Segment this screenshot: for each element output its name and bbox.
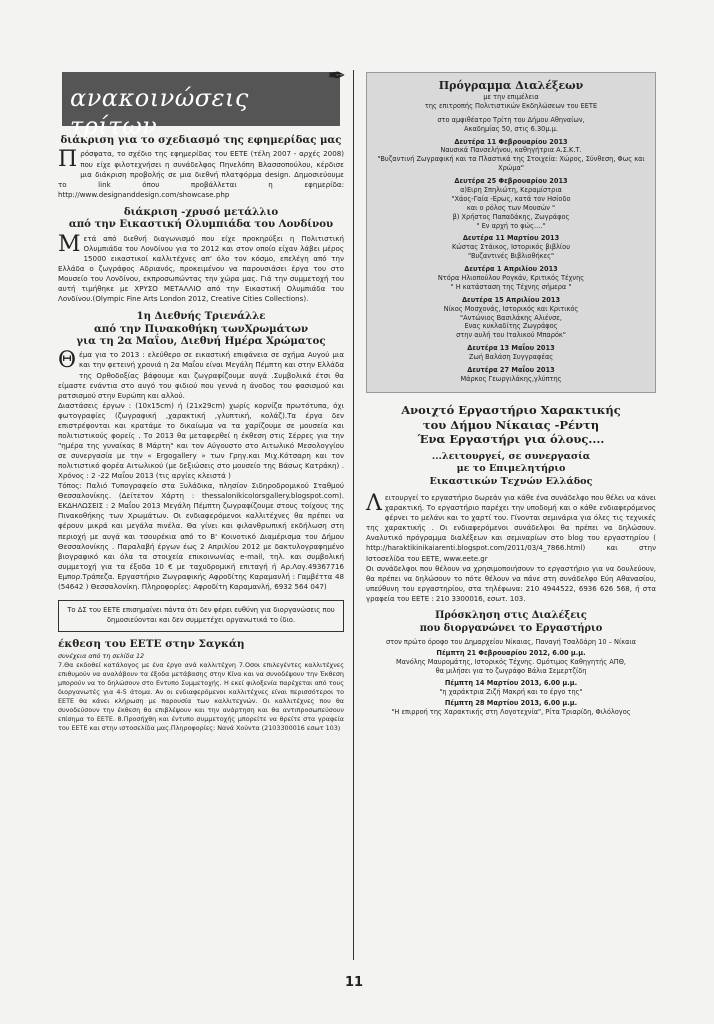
program-sub1: με την επιμέλεια: [483, 93, 539, 101]
workshop-body-2: Οι συνάδελφοι που θέλουν να χρησιμοποιήσουν το εργαστήριο για να δουλεύουν, θα πρέπει να δηλώσουν το πότε θέλουν να πάνε στη συνάδελφο Εύη Αθανασίου, υπεύθυνη του εργαστηρίου, στα τηλέφωνα: 210 4944522, 6936 626 568, ή στα γραφεία του ΕΕΤΕ : 210 3300016, εσωτ. 103.: [366, 564, 656, 604]
sec4-body: 7.Θα εκδοθεί κατάλογος με ένα έργο ανά καλλιτέχνη 7.Οσοι επιλεγέντες καλλιτέχνες επιθυμούν να αναλάβουν τα έξοδα μετάβασης στην Κίνα και να συνοδέψουν την Έκθεση μπορούν να το δηλώσουν στο Εντυπο Συμμετοχής. Η εκεί φιλοξενία παρέχεται από τους διοργανωτές για 4-5 άτομα. Αν οι ενδιαφερόμενοι καλλιτέχνες είναι περισσότεροι το ΕΕΤΕ θα κάνει κλήρωση με παρουσία των καλλιτεχνών. Οι καλλιτέχνες που θα συνοδεύσουν την έκθεση θα επιβλέψουν και την ανάρτηση και θα αντιπροσωπεύσουν επίσημα το ΕΕΤΕ. 8.Προσήχθη και έντυπο συμμετοχής μπορείτε να θρείτε στα γραφεία του ΕΕΤΕ και στην ιστοσελίδα μας.Πληροφορίες: Νανά Χούντα (2103300016 εσωτ 103): [58, 660, 344, 733]
section-banner: [62, 64, 346, 140]
program-entry-line: Ενας κυκλαδίτης Ζωγράφος: [464, 322, 558, 331]
workshop-subtitle: ...λειτουργεί, σε συνεργασία με το Επιμελητήριο Εικαστικών Τεχνών Ελλάδος: [429, 450, 593, 487]
program-entry-line: α)Ειρη Σπηλιώτη, Κεραμίστρια: [460, 186, 562, 195]
invitation-entry-date: Πέμπτη 14 Μαρτίου 2013, 6.00 μ.μ.: [444, 678, 578, 687]
program-entry-line: "Βυζαντινές Βιβλιοθήκες": [467, 252, 555, 261]
program-entry-date: Δευτέρα 13 Μαΐου 2013: [467, 344, 555, 353]
program-entry-date: Δευτέρα 11 Μαρτίου 2013: [462, 234, 560, 243]
invitation-entries: [366, 649, 656, 718]
invitation-place: στον πρώτο όροφο του Δημαρχείου Νίκαιας, Παναγή Τσαλδάρη 10 – Νίκαια: [385, 637, 637, 646]
sec2-body: Μετά από διεθνή διαγωνισμό που είχε προκηρύξει η Πολιτιστική Ολυμπιάδα του Λονδίνου για το 2012 και στον οποίο είχαν λάβει μέρος 15000 εικαστικοί καλλιτέχνες απ' όλο τον κόσμο, επελέγη από την Ελλάδα ο ζωγράφος Αδριανός, προκειμένου να παρουσιάσει έργα του στο Μουσείο του Λονδίνου, εκπροσωπώντας την χώρα μας. Γιά την συμμετοχή του αυτή τιμήθηκε με ΧΡΥΣΟ ΜΕΤΑΛΛΙΟ από την Εικαστική Ολυμπιάδα του Λονδίνου.(Olympic Fine Arts London 2012, Creative Cities Collections).: [58, 231, 344, 303]
program-entry-line: και ο ρόλος των Μουσών ": [466, 203, 556, 212]
sec3-title: 1η Διεθνής Τριενάλλε από την Πινακοθήκη τωνΧρωμάτων για τη 2α Μαΐου, Διεθνή Ημέρα Χρώματος: [76, 310, 326, 347]
sec1-title: διάκριση για το σχεδιασμό της εφημερίδας μας: [60, 134, 342, 146]
sec3-body-2: Διαστάσεις έργων : (10x15cm) ή (21x29cm) χωρίς κορνίζα πρωτότυπα, όχι φωτογραφίες (ζωγραφική ,χαρακτική ,γλυπτική, κολάζ).Τα έργα δεν επιστρέφονται και κρατάμε το δικαίωμα να τα χαρίζουμε σε μουσεία και πολιτιστικούς φορείς . Το 2013 θα μεταφερθεί η έκθεση στις Σέρρες για την "ημέρα της γυναίκας 8 Μάρτη" και τον Αύγουστο στο Αιτωλικό Μεσολογγίου σε συνεργασία με την « Ergogallery » των Γρηγ.και Μιχ.Κότσαρη και τον πολιτιστικό φορέα Αιτωλικού (με δεξιώσεις στο μουσείο της Βάσως Κατράκη) . Χρόνος : 2 -22 Μαΐου 2013 (τις αργίες κλειστά ): [58, 400, 344, 481]
sec3-body-3: Τόπος: Παλιό Τυπογραφείο στα Ξυλάδικα, πλησίον Σιδηροδρομικού Σταθμού Θεσσαλονίκης. (Δείτετον Χάρτη : thessalonikicolorsgallery.blogspot.com). ΕΚΔΗΛΩΣΕΙΣ : 2 Μαΐου 2013 Μεγάλη Πέμπτη ζωγραφίζουμε στους τοίχους της Πινακοθήκης των Χρωμάτων. Οι ενδιαφερόμενοι καλλιτέχνες θα πρέπει να φέρουν μικρά και μεγάλα πινέλα. Θα γίνει και φιλανθρωπική εκδήλωση στη περιοχή με αυγά και τσουρέκια από το Β' Κοινοτικό Διαμέρισμα του Δήμου Θεσσαλονίκης . Παραλαβή έργων έως 2 Απριλίου 2012 με δακτυλογραφημένο βιογραφικό και όλα τα στοιχεία επικοινωνίας e-mail, τηλ. και συμβολική συμμετοχή για τα έξοδα 10 € με ταχυδρομική επιταγή ή Αρ.Λογ.49367716 Εμπορ.Τράπεζα. Εργαστήριο Ζωγραφικής Αφροδίτης Καραμανλή : Γαμβέττα 48 (54642 ) Θεσσαλονίκη. Πληροφορίες: Αφροδίτη Καραμανλή, 6932 564 047): [58, 481, 344, 591]
program-entry-line: "Αντώνιος Βασιλάκης Αλιένσε,: [460, 313, 562, 322]
invitation-entry-line: "Η επιρροή της Χαρακτικής στη Λογοτεχνία", Ρίτα Τριαρίδη, Φιλόλογος: [391, 708, 631, 717]
program-entry-date: Δευτέρα 1 Απριλίου 2013: [464, 265, 558, 274]
program-sub2: της επιτροπής Πολιτιστικών Εκδηλώσεων του ΕΕΤΕ: [424, 101, 598, 110]
column-divider: [353, 70, 354, 960]
program-title: Πρόγραμμα Διαλέξεων: [438, 79, 584, 92]
program-entry-line: Ναυσικά Πανσελήνου, καθηγήτρια Α.Σ.Κ.Τ.: [440, 146, 582, 155]
invitation-entry-date: Πέμπτη 28 Μαρτίου 2013, 6.00 μ.μ.: [444, 699, 578, 708]
program-entry-date: Δευτέρα 27 Μαΐου 2013: [467, 366, 555, 375]
workshop-body: Λειτουργεί το εργαστήριο δωρεάν για κάθε ένα συνάδελφο που θέλει να κάνει χαρακτική. Το εργαστήριο παρέχει την υποδομή και ο κάθε ενδιαφερόμενος φέρνει το μελάνι και το χαρτί του. Γίνονται σεμινάρια για όλες τις τεχνικές της χαρακτικής . Οι ενδιαφερόμενοι συνάδελφοι θα πρέπει να δηλώσουν. Αναλυτικό πρόγραμμα διαλέξεων και σεμιναρίων στο blog του εργαστηρίου ( http://haraktikinikaiarenti.blogspot.com/2011/03/4_7866.html) και στην Ιστοσελίδα του ΕΕΤΕ, www.eete.gr: [366, 490, 656, 563]
program-entry-date: Δευτέρα 25 Φεβρουαρίου 2013: [454, 177, 568, 186]
sec3-body: Θέμα για το 2013 : ελεύθερο σε εικαστική επιφάνεια σε σχήμα Αυγού μια και την φετεινή χρονιά η 2α Μαΐου είναι Μεγάλη Πέμπτη και στην Ελλάδα της Ορθοδοξίας βάφουμε και ζωγραφίζουμε αυγά .Συμβολικά έτσι θα είμαστε ενάντια στο αυγό του φιδιού που γεννά η άνοδος του φασισμού και ρατσισμού στην Ευρώπη και αλλού.: [58, 348, 344, 400]
workshop-title: Ανοιχτό Εργαστήριο Χαρακτικής του Δήμου Νίκαιας -Ρέντη Ένα Εργαστήρι για όλους....: [401, 402, 621, 447]
program-venue1: στο αμφιθέατρο Τρίτη του Δήμου Αθηναίων,: [437, 115, 585, 124]
program-venue2: Ακαδημίας 50, στις 6.30μ.μ.: [464, 124, 558, 133]
lecture-program-box: [366, 72, 656, 393]
program-entry-line: "Βυζαντινή Ζωγραφική και τα Πλαστικά της Στοιχεία: Χώρος, Σύνθεση, Φως και Χρώμα": [377, 155, 645, 173]
invitation-title: Πρόσκληση στις Διαλέξεις που διοργανώνει το Εργαστήριο: [419, 610, 603, 634]
invitation-entry-line: "η χαράκτρια Ζιζή Μακρή και το έργο της": [439, 687, 583, 696]
program-entry-line: Ζωή Βαλάση Συγγραφέας: [468, 353, 554, 362]
sec1-body: Πρόσφατα, το σχέδιο της εφημερίδας του ΕΕΤΕ (τέλη 2007 - αρχές 2008) που είχε φιλοτεχνήσει η συνάδελφος Πηνελόπη Βλασσοπούλου, κέρδισε μια διάκριση προβολής σε μια διεθνή πλατφόρμα design. Δημοσιεύουμε το link όπου προβάλλεται η εφημερίδα: http://www.designanddesign.com/showcase.php: [58, 147, 344, 199]
program-entry-line: Νίκος Μοσχονάς, Ιστορικός και Κριτικός: [443, 304, 579, 313]
invitation-entry-date: Πέμπτη 21 Φεβρουαρίου 2012, 6.00 μ.μ.: [436, 649, 586, 658]
invitation-entry-line: θα μιλήσει για το ζωγράφο Βάλια Σεμερτζίδη: [435, 667, 587, 676]
program-entry-line: " Η κατάσταση της Τέχνης σήμερα ": [450, 282, 572, 291]
program-entry-line: "Χάος-Γαία -Ερως, κατά τον Ησίοδο: [451, 194, 571, 203]
sec2-title: διάκριση -χρυσό μετάλλιο από την Εικαστική Ολυμπιάδα του Λονδίνου: [68, 205, 334, 231]
invitation-entry-line: Μανόλης Μαυρομάτης, Ιστορικός Τέχνης. Ομότιμος Καθηγητής ΑΠΘ,: [395, 658, 627, 667]
quill-icon: ✒: [327, 64, 346, 89]
page-number: 11: [345, 975, 364, 990]
program-entry-date: Δευτέρα 11 Φεβρουαρίου 2013: [454, 137, 568, 146]
disclaimer-notice: Το ΔΣ του ΕΕΤΕ επισημαίνει πάντα ότι δεν φέρει ευθύνη για διοργανώσεις που δημοσιεύονται και δεν συμμετέχει οργανωτικά το ίδιο.: [58, 600, 344, 632]
banner-title: ανακοινώσεις τρίτων: [70, 84, 249, 140]
sec4-continuation: συνέχεια από τη σελίδα 12: [58, 651, 145, 660]
program-entry-line: " Εν αρχή το φώς....": [476, 221, 546, 230]
sec4-title: έκθεση του ΕΕΤΕ στην Σαγκάη: [58, 637, 245, 650]
program-entries: [375, 138, 647, 384]
right-column: [366, 72, 656, 718]
program-entry-line: Μάρκος Γεωργιλάκης,γλύπτης: [460, 374, 562, 383]
program-entry-date: Δευτέρα 15 Απριλίου 2013: [461, 295, 561, 304]
left-column: [58, 64, 346, 733]
program-entry-line: β) Χρήστος Παπαδάκης, Ζωγράφος: [452, 212, 570, 221]
program-entry-line: στην αυλή του Ιταλικού Μπαρόκ": [456, 331, 566, 340]
program-entry-line: Κώστας Στάικος, Ιστορικός βιβλίου: [451, 243, 571, 252]
program-entry-line: Ντόρα Ηλιοπούλου Ρογκάν, Κριτικός Τέχνης: [437, 274, 585, 283]
